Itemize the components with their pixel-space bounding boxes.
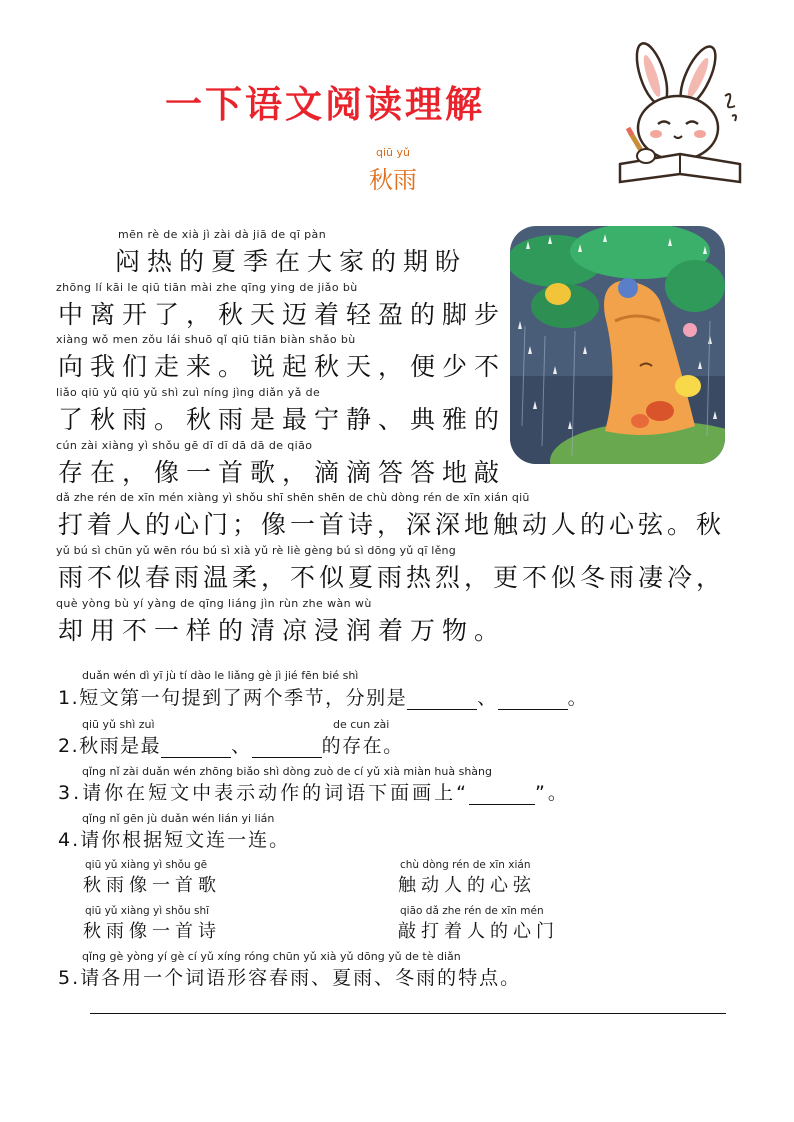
passage-line-3: 向我们走来。说起秋天，便少不	[58, 352, 507, 381]
question-5-text: 5.请各用一个词语形容春雨、夏雨、冬雨的特点。	[58, 967, 522, 989]
question-3-end: ”。	[534, 782, 570, 804]
passage-pinyin-4: liǎo qiū yǔ qiū yǔ shì zuì níng jìng diǎn yǎ de	[56, 386, 321, 399]
match-right-2-pinyin: qiāo dǎ zhe rén de xīn mén	[400, 905, 544, 917]
question-3-text: 3.请你在短文中表示动作的词语下面画上“	[58, 782, 469, 804]
passage-line-1: 闷热的夏季在大家的期盼	[115, 247, 468, 276]
question-4-pinyin: qǐng nǐ gēn jù duǎn wén lián yi lián	[82, 812, 275, 825]
match-right-2[interactable]: 敲打着人的心门	[398, 921, 559, 942]
answer-line[interactable]	[90, 1013, 726, 1014]
match-left-2[interactable]: 秋雨像一首诗	[83, 921, 221, 942]
passage-pinyin-2: zhōng lí kāi le qiū tiān mài zhe qīng ying de jiǎo bù	[56, 281, 358, 294]
question-2-pinyin-2: de cun zài	[333, 718, 390, 731]
separator: 、	[477, 687, 498, 709]
rabbit-writing-illustration	[600, 36, 758, 186]
passage-line-5: 存在，像一首歌，滴滴答答地敲	[58, 458, 507, 487]
question-4-text: 4.请你根据短文连一连。	[58, 829, 291, 851]
question-2-end: 的存在。	[321, 735, 404, 757]
question-1	[58, 683, 588, 710]
question-1-end: 。	[567, 687, 589, 709]
match-right-1-pinyin: chù dòng rén de xīn xián	[400, 859, 531, 871]
autumn-rain-tree-illustration	[510, 226, 725, 464]
answer-blank[interactable]	[161, 739, 231, 758]
match-left-1-pinyin: qiū yǔ xiàng yì shǒu gē	[85, 859, 208, 871]
answer-blank[interactable]	[407, 691, 477, 710]
question-2	[58, 731, 404, 758]
match-left-2-pinyin: qiū yǔ xiàng yì shǒu shī	[85, 905, 210, 917]
answer-blank[interactable]	[252, 739, 322, 758]
passage-pinyin-6: dǎ zhe rén de xīn mén xiàng yì shǒu shī shēn shēn de chù dòng rén de xīn xián qiū	[56, 491, 530, 504]
subtitle: 秋雨	[369, 166, 417, 194]
passage-pinyin-1: mēn rè de xià jì zài dà jiā de qī pàn	[118, 228, 327, 241]
subtitle-pinyin: qiū yǔ	[376, 146, 410, 159]
passage-line-6: 打着人的心门；像一首诗，深深地触动人的心弦。秋	[58, 510, 726, 539]
passage-line-8: 却用不一样的清凉浸润着万物。	[58, 616, 507, 645]
passage-line-7: 雨不似春雨温柔，不似夏雨热烈，更不似冬雨凄冷，	[58, 563, 726, 592]
question-1-text: 1.短文第一句提到了两个季节，分别是	[58, 687, 408, 709]
separator: 、	[231, 735, 252, 757]
passage-line-2: 中离开了，秋天迈着轻盈的脚步	[58, 300, 507, 329]
question-3-pinyin: qǐng nǐ zài duǎn wén zhōng biǎo shì dòng zuò de cí yǔ xià miàn huà shàng	[82, 765, 492, 778]
question-1-pinyin: duǎn wén dì yī jù tí dào le liǎng gè jì jié fēn bié shì	[82, 669, 359, 682]
passage-pinyin-7: yǔ bú sì chūn yǔ wēn róu bú sì xià yǔ rè liè gèng bú sì dōng yǔ qī lěng	[56, 544, 456, 557]
question-3	[58, 778, 570, 805]
question-5-pinyin: qǐng gè yòng yí gè cí yǔ xíng róng chūn yǔ xià yǔ dōng yǔ de tè diǎn	[82, 950, 461, 963]
match-left-1[interactable]: 秋雨像一首歌	[83, 875, 221, 896]
passage-pinyin-8: què yòng bù yí yàng de qīng liáng jìn rùn zhe wàn wù	[56, 597, 372, 610]
question-2-pinyin: qiū yǔ shì zuì	[82, 718, 155, 731]
answer-blank[interactable]	[498, 691, 568, 710]
worksheet-title: 一下语文阅读理解	[165, 83, 485, 126]
question-2-text: 2.秋雨是最	[58, 735, 162, 757]
passage-pinyin-5: cún zài xiàng yì shǒu gē dī dī dā dā de qiāo	[56, 439, 313, 452]
passage-line-4: 了秋雨。秋雨是最宁静、典雅的	[58, 405, 507, 434]
passage-pinyin-3: xiàng wǒ men zǒu lái shuō qǐ qiū tiān biàn shǎo bù	[56, 333, 356, 346]
answer-blank[interactable]	[469, 786, 535, 805]
match-right-1[interactable]: 触动人的心弦	[398, 875, 536, 896]
